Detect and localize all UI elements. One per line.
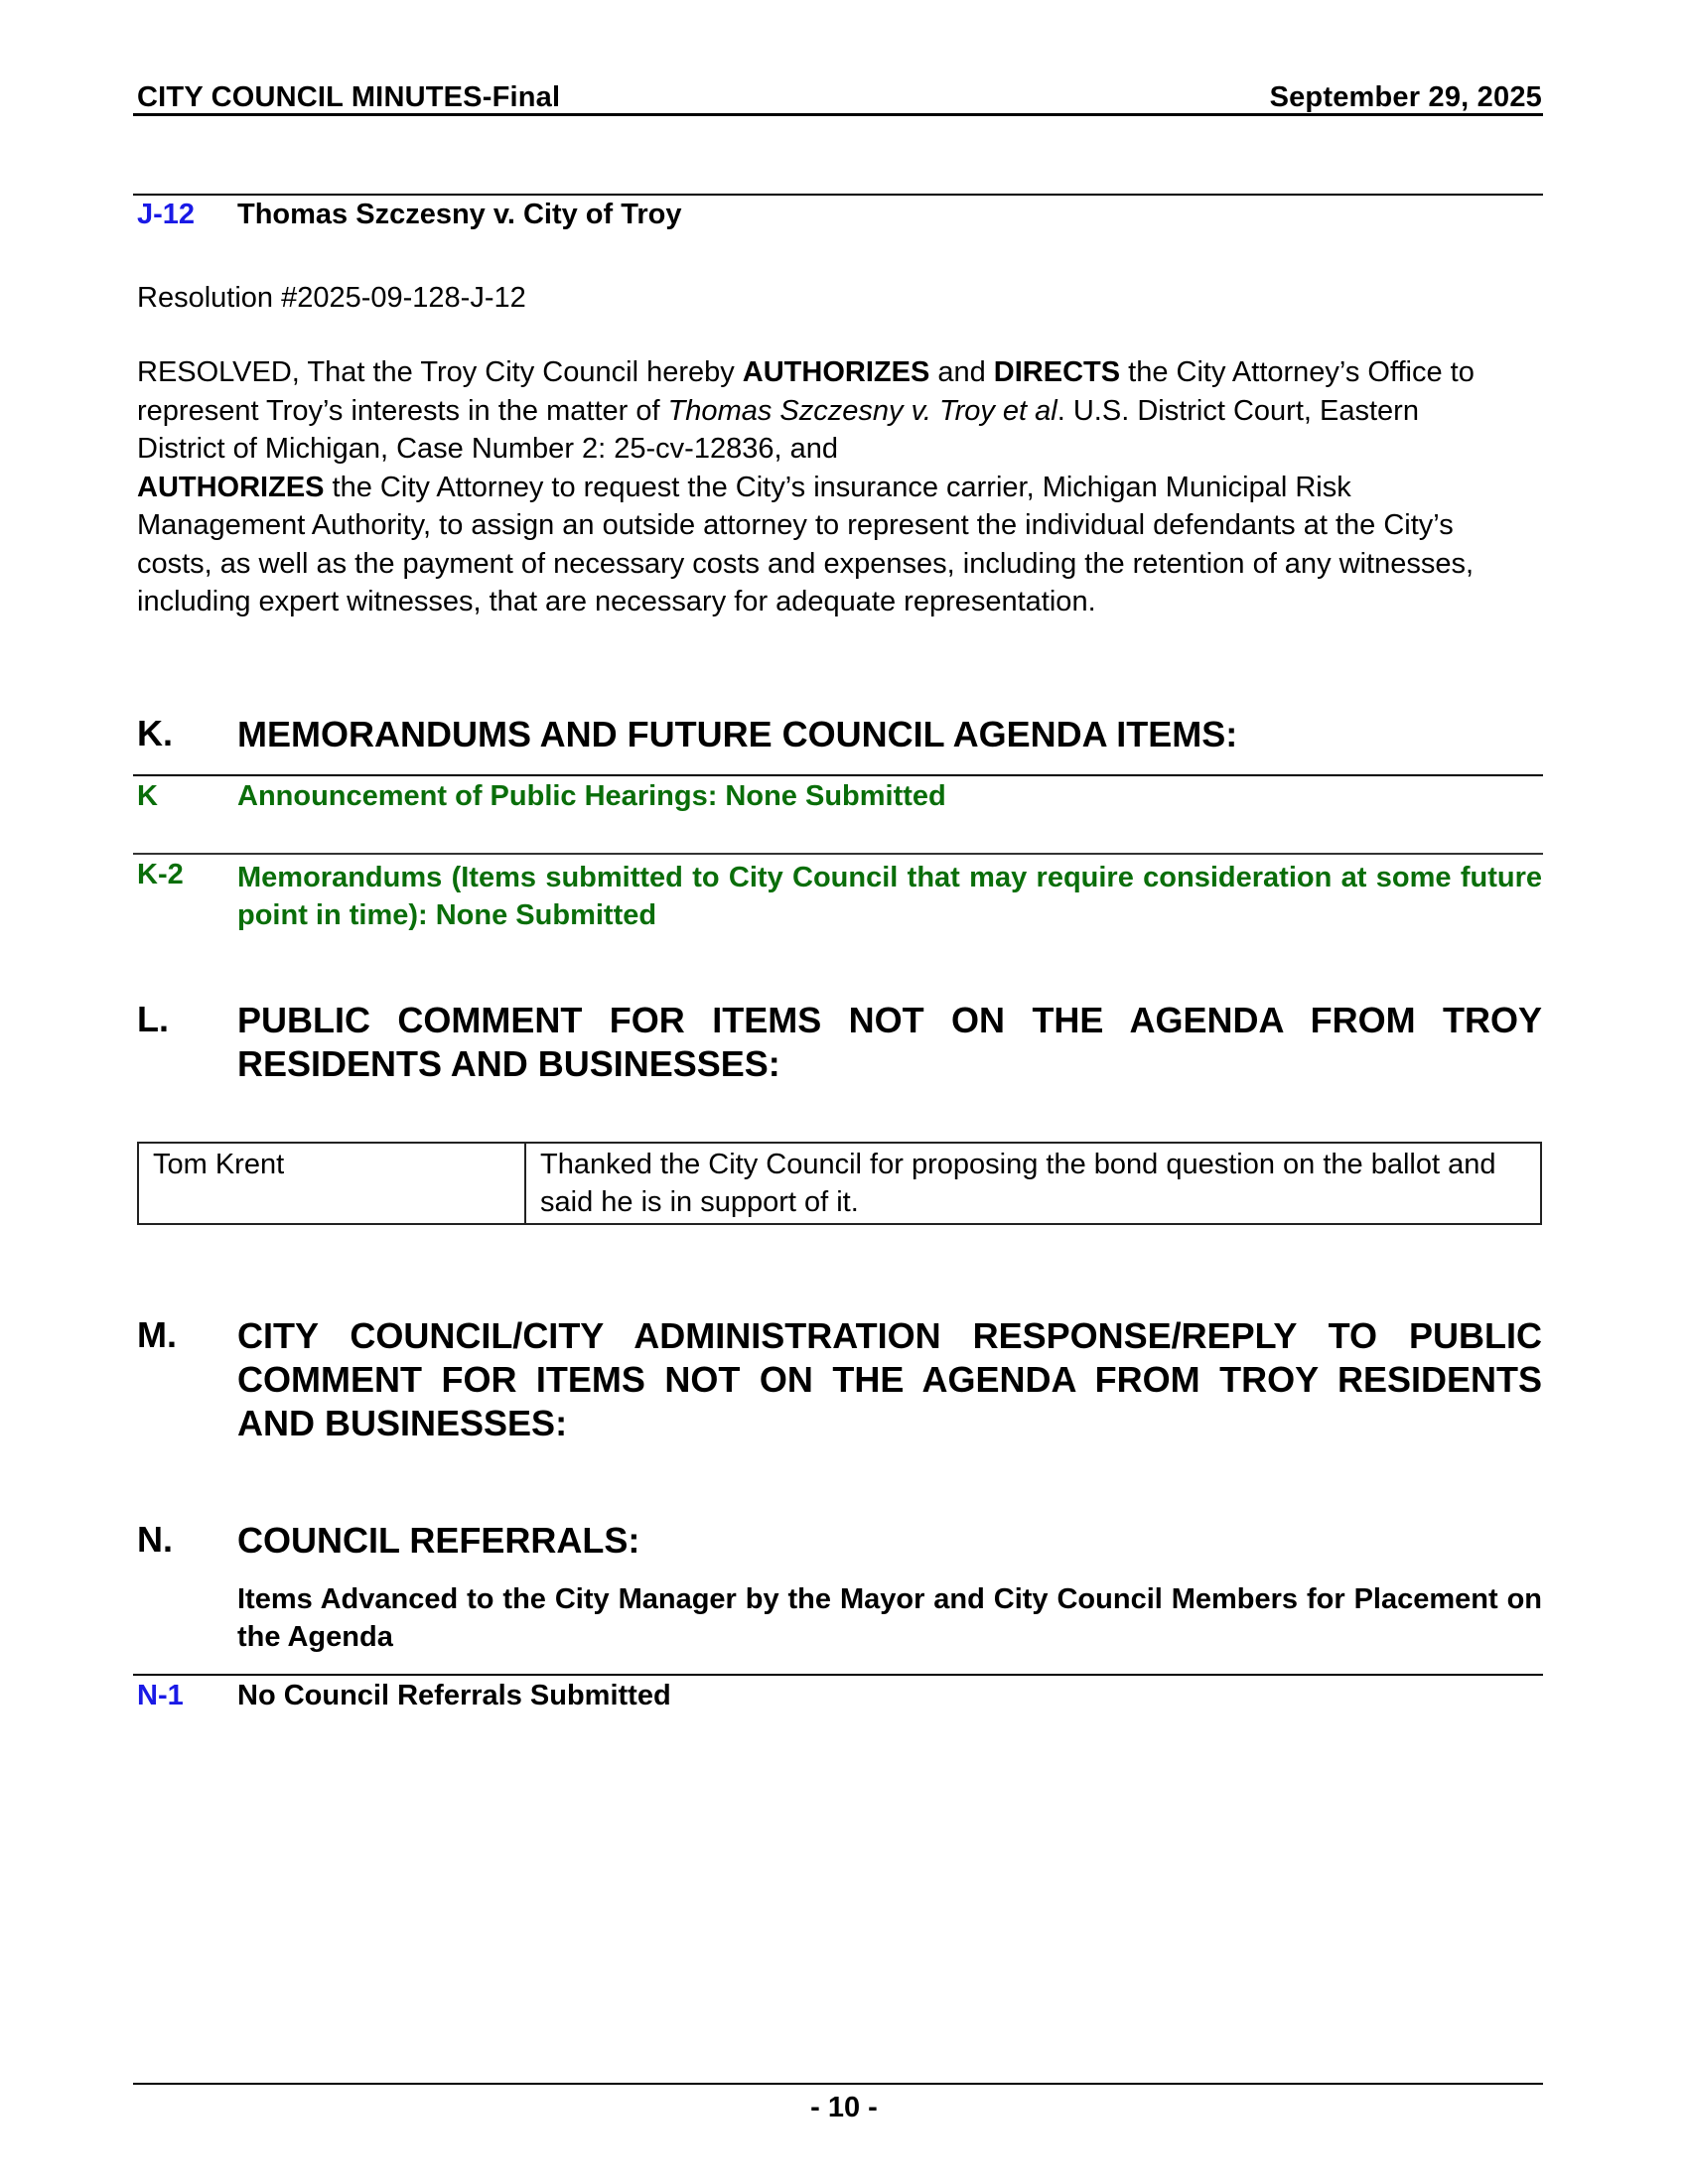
comment-summary: Thanked the City Council for proposing the bond question on the ballot and said he is in support of it. <box>525 1143 1541 1224</box>
footer-rule <box>133 2083 1543 2085</box>
section-m-title: CITY COUNCIL/CITY ADMINISTRATION RESPONSE/REPLY TO PUBLIC COMMENT FOR ITEMS NOT ON THE AGENDA FROM TROY RESIDENTS AND BUSINESSES: <box>237 1315 1542 1443</box>
resolution-number: Resolution #2025-09-128-J-12 <box>137 282 526 314</box>
item-k-text: Announcement of Public Hearings: None Submitted <box>237 780 946 812</box>
section-n-title: COUNCIL REFERRALS: <box>237 1520 640 1561</box>
commenter-name: Tom Krent <box>138 1143 525 1224</box>
section-k-letter: K. <box>137 713 173 753</box>
resolution-bold-directs: DIRECTS <box>993 356 1121 388</box>
item-k-id: K <box>137 780 158 812</box>
section-m-letter: M. <box>137 1314 177 1355</box>
section-l-title-line1: PUBLIC COMMENT FOR ITEMS NOT ON THE AGENDA FROM TROY <box>237 1000 1542 1040</box>
resolution-text-2: and <box>929 356 994 388</box>
resolution-bold-authorizes: AUTHORIZES <box>742 356 930 388</box>
item-j12-title: Thomas Szczesny v. City of Troy <box>237 199 682 230</box>
meeting-date: September 29, 2025 <box>1269 81 1542 113</box>
page-number: - 10 - <box>810 2092 878 2123</box>
resolution-body <box>137 353 1507 621</box>
resolution-text-3: the City Attorney’s Office to represent Troy’s interests in the matter of <box>137 356 1475 427</box>
item-n1-id: N-1 <box>137 1680 184 1711</box>
item-j12-rule <box>133 194 1543 196</box>
public-comment-table <box>137 1142 1542 1225</box>
section-l-title-line2: RESIDENTS AND BUSINESSES: <box>237 1043 780 1084</box>
item-k2-id: K-2 <box>137 859 184 890</box>
resolution-text-1: RESOLVED, That the Troy City Council hereby <box>137 356 743 388</box>
item-j12-id: J-12 <box>137 199 196 230</box>
case-name: Thomas Szczesny v. Troy et al <box>667 394 1057 427</box>
section-n-letter: N. <box>137 1519 173 1560</box>
item-n1-text: No Council Referrals Submitted <box>237 1680 671 1711</box>
item-n1-rule <box>133 1674 1543 1676</box>
section-k-title: MEMORANDUMS AND FUTURE COUNCIL AGENDA ITEMS: <box>237 714 1238 754</box>
item-k2-rule <box>133 853 1543 855</box>
section-k-rule <box>133 774 1543 776</box>
resolution-bold-authorizes-2: AUTHORIZES <box>137 471 325 503</box>
header-rule <box>133 113 1543 116</box>
section-n-subtitle: Items Advanced to the City Manager by the Mayor and City Council Members for Placement on the Agenda <box>237 1583 1542 1653</box>
item-k2-text: Memorandums (Items submitted to City Council that may require consideration at some future point in time): None Submitted <box>237 862 1542 931</box>
table-row <box>138 1143 1541 1224</box>
document-title: CITY COUNCIL MINUTES-Final <box>137 81 561 113</box>
resolution-text-5: the City Attorney to request the City’s insurance carrier, Michigan Municipal Risk Management Authority, to assign an outside attorney to represent the individual defendants at the City’s costs, as well as the payment of necessary costs and expenses, including the retention of any witnesses, including expert witnesses, that are necessary for adequate representation. <box>137 471 1475 617</box>
resolution-text-4: . U.S. District Court, Eastern District of Michigan, Case Number 2: 25-cv-12836, and <box>137 394 1419 465</box>
section-l-letter: L. <box>137 999 169 1039</box>
